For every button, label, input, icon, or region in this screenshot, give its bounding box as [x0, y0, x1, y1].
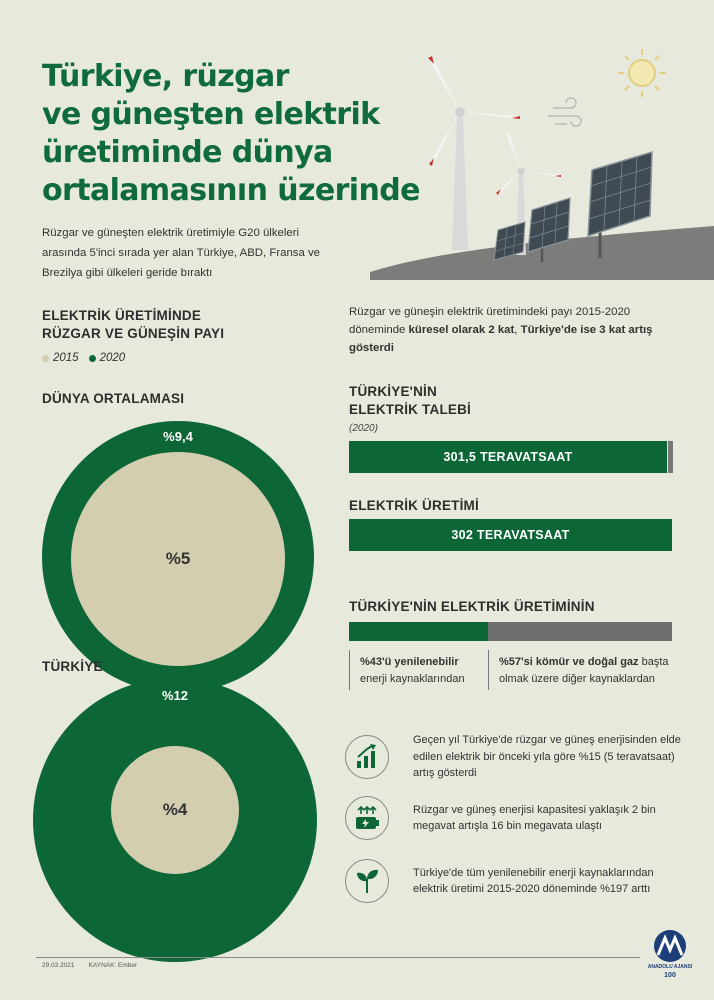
wind-turbine-large — [428, 56, 520, 250]
share-heading-line-1: ELEKTRİK ÜRETİMİNDE — [42, 308, 202, 323]
fact-item-2 — [345, 796, 685, 840]
share-heading — [42, 307, 322, 343]
footer — [42, 962, 137, 969]
share-heading-line-2: RÜZGAR VE GÜNEŞİN PAYI — [42, 326, 225, 341]
hero-illustration — [360, 40, 714, 280]
turkey-2020-value: %12 — [161, 688, 189, 703]
mix-other-bold: %57'si kömür ve doğal gaz — [499, 656, 639, 668]
fact-text-2: Rüzgar ve güneş enerjisi kapasitesi yaklaşık 2 bin megavat artışla 16 bin megavata ulaştı — [413, 803, 656, 832]
mix-other-text — [499, 654, 674, 688]
demand-year: (2020) — [349, 423, 378, 434]
mix-renewable-rest: enerji kaynaklarından — [360, 673, 465, 685]
mix-renewable-text — [360, 654, 480, 688]
sprout-icon — [345, 859, 389, 903]
footer-date: 29.03.2021 — [42, 962, 75, 969]
battery-capacity-icon — [345, 796, 389, 840]
subtitle: Rüzgar ve güneşten elektrik üretimiyle G20 ülkeleri arasında 5'inci sırada yer alan Türkiye, ABD, Fransa ve Brezilya gibi ülkeleri geride bıraktı — [42, 227, 321, 279]
mix-divider-middle — [488, 650, 489, 690]
year-legend — [42, 352, 125, 364]
logo-name: ANADOLU AJANSI — [647, 964, 693, 970]
mix-bar-other — [488, 622, 672, 641]
world-donut — [42, 421, 314, 693]
mix-divider-left — [349, 650, 350, 690]
demand-heading-line-1: TÜRKİYE'NİN — [349, 384, 437, 399]
legend-label-2020: 2020 — [99, 352, 126, 364]
world-heading: DÜNYA ORTALAMASI — [42, 391, 185, 406]
share-growth-note — [349, 303, 669, 357]
turkey-2015-value: %4 — [111, 746, 239, 874]
demand-heading — [349, 383, 649, 419]
note-text-1: Rüzgar ve güneşin elektrik üretimindeki payı 2015-2020 döneminde — [349, 306, 631, 336]
mix-renewable-bold: %43'ü yenilenebilir — [360, 656, 459, 668]
title-line-2: ve güneşten elektrik — [42, 97, 380, 132]
title-line-1: Türkiye, rüzgar — [42, 59, 289, 94]
world-2015-value: %5 — [71, 452, 285, 666]
fact-text-1: Geçen yıl Türkiye'de rüzgar ve güneş enerjisinden elde edilen elektrik bir önceki yıla göre %15 (5 teravatsaat) artış gösterdi — [413, 734, 681, 779]
legend-item-2015 — [42, 352, 79, 364]
mix-bar-renewable — [349, 622, 488, 641]
sun-icon — [618, 49, 666, 97]
fact-item-1 — [345, 732, 685, 782]
turkey-heading: TÜRKİYE — [42, 659, 103, 674]
mix-heading: TÜRKİYE'NİN ELEKTRİK ÜRETİMİNİN — [349, 599, 595, 614]
svg-text:100: 100 — [664, 972, 676, 979]
fact-item-3 — [345, 859, 685, 903]
legend-swatch-2020 — [89, 355, 96, 362]
footer-source: KAYNAK: Ember — [88, 962, 138, 969]
fact-text-3: Türkiye'de tüm yenilenebilir enerji kaynaklarından elektrik üretimi 2015-2020 döneminde %197 arttı — [413, 866, 654, 895]
demand-heading-line-2: ELEKTRİK TALEBİ — [349, 402, 471, 417]
production-bar: 302 TERAVATSAAT — [349, 519, 672, 551]
demand-bar: 301,5 TERAVATSAAT — [349, 441, 667, 473]
legend-label-2015: 2015 — [53, 352, 79, 364]
demand-bar-end — [668, 441, 673, 473]
note-text-2: , — [514, 324, 521, 336]
footer-divider — [36, 957, 640, 958]
note-bold-2: Türkiye'de ise 3 kat artış gösterdi — [349, 324, 653, 354]
turkey-donut — [33, 678, 317, 962]
production-heading: ELEKTRİK ÜRETİMİ — [349, 498, 479, 513]
anadolu-ajansi-logo — [642, 928, 698, 980]
legend-item-2020 — [89, 352, 126, 364]
mix-other-rest: başta olmak üzere diğer kaynaklardan — [499, 656, 669, 685]
legend-swatch-2015 — [42, 355, 49, 362]
title-line-3: üretiminde dünya — [42, 135, 333, 170]
growth-chart-icon — [345, 735, 389, 779]
title-line-4: ortalamasının üzerinde — [42, 173, 420, 208]
mix-bar — [349, 622, 672, 641]
wind-icon — [548, 98, 581, 126]
world-2020-value: %9,4 — [163, 429, 193, 444]
note-bold-1: küresel olarak 2 kat — [408, 324, 515, 336]
